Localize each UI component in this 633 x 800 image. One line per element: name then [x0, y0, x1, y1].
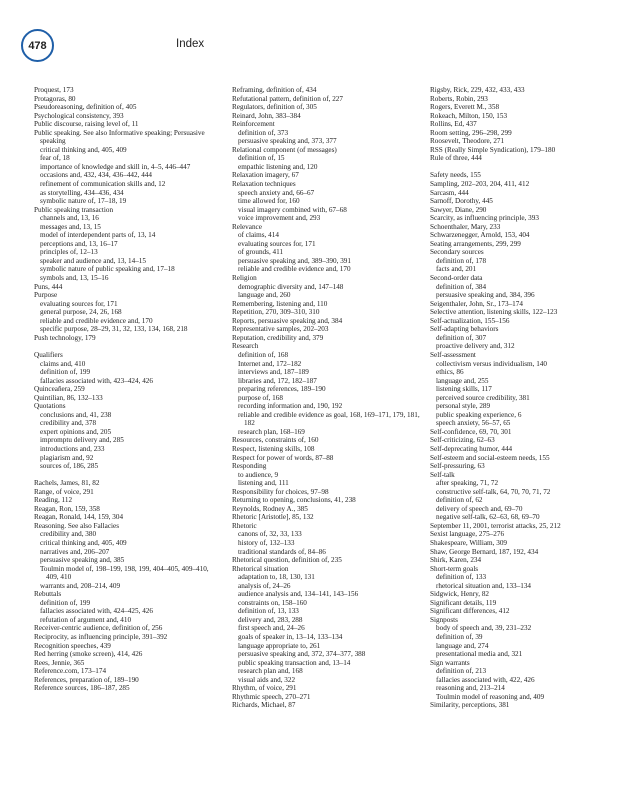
index-entry: Public speaking transaction [34, 205, 114, 214]
index-entry: Recognition speeches, 439 [34, 641, 111, 650]
index-entry: Schoenthaler, Mary, 233 [430, 222, 501, 231]
index-subentry: persuasive speaking and, 385 [40, 556, 125, 565]
index-subentry: delivery of speech and, 69–70 [436, 504, 523, 513]
index-subentry: narratives and, 206–207 [40, 547, 110, 556]
index-subentry: importance of knowledge and skill in, 4–5, 446–447 [40, 162, 191, 171]
index-entry: Representative samples, 202–203 [232, 325, 329, 334]
index-subentry: collectivism versus individualism, 140 [436, 359, 547, 368]
index-subentry: critical thinking and, 405, 409 [40, 145, 127, 154]
index-entry: Quotations [34, 402, 66, 411]
index-entry: Self-deprecating humor, 444 [430, 444, 513, 453]
index-subentry: reliable and credible evidence as goal, 168, 169–171, 179, 181, 182 [238, 410, 420, 428]
index-entry: Reference.com, 173–174 [34, 667, 107, 676]
index-entry: Relational component (of messages) [232, 145, 337, 154]
index-entry: Relevance [232, 222, 262, 231]
index-entry: Room setting, 296–298, 299 [430, 128, 512, 137]
index-subentry: libraries and, 172, 182–187 [238, 376, 317, 385]
index-entry: Public speaking. See also Informative speaking; Persuasive speaking [34, 128, 205, 146]
index-entry: Self-confidence, 69, 70, 301 [430, 427, 512, 436]
index-subentry: constructive self-talk, 64, 70, 70, 71, 72 [436, 487, 551, 496]
index-subentry: ethics, 86 [436, 368, 464, 377]
index-entry: Shirk, Karen, 234 [430, 556, 482, 565]
index-entry: Selective attention, listening skills, 122–123 [430, 308, 558, 317]
index-subentry: purpose of, 168 [238, 393, 283, 402]
index-entry: Qualifiers [34, 350, 63, 359]
index-entry: Protagoras, 80 [34, 94, 76, 103]
index-column-3 [430, 86, 618, 710]
index-entry: Self-talk [430, 470, 455, 479]
index-subentry: time allowed for, 160 [238, 197, 300, 206]
index-subentry: preparing references, 189–190 [238, 385, 326, 394]
index-subentry: of grounds, 411 [238, 248, 284, 257]
index-entry: Self-esteem and social-esteem needs, 155 [430, 453, 550, 462]
index-entry: Reagan, Ronald, 144, 159, 304 [34, 513, 124, 522]
index-subentry: reliable and credible evidence and, 170 [40, 316, 153, 325]
index-subentry: speaker and audience and, 13, 14–15 [40, 256, 146, 265]
index-subentry: fallacies associated with, 424–425, 426 [40, 607, 153, 616]
index-entry: Red herring (smoke screen), 414, 426 [34, 650, 143, 659]
index-entry: Rigsby, Rick, 229, 432, 433, 433 [430, 86, 525, 94]
index-entry: Sidgwick, Henry, 82 [430, 590, 490, 599]
index-subentry: language and, 260 [238, 291, 291, 300]
index-entry: Responding [232, 462, 267, 471]
index-entry: Rhetoric [Aristotle], 85, 132 [232, 513, 314, 522]
index-subentry: impromptu delivery and, 285 [40, 436, 124, 445]
index-subentry: evaluating sources for, 171 [238, 239, 316, 248]
index-entry: Rhetorical question, definition of, 235 [232, 556, 342, 565]
index-subentry: rhetorical situation and, 133–134 [436, 581, 532, 590]
index-entry: Puns, 444 [34, 282, 63, 291]
index-subentry: language and, 255 [436, 376, 489, 385]
index-subentry: public speaking transaction and, 13–14 [238, 658, 351, 667]
index-entry: Returning to opening, conclusions, 41, 238 [232, 496, 356, 505]
index-subentry: model of interdependent parts of, 13, 14 [40, 231, 156, 240]
index-subentry: definition of, 39 [436, 633, 483, 641]
index-subentry: first speech and, 24–26 [238, 624, 305, 633]
index-entry: Reputation, credibility and, 379 [232, 333, 324, 342]
index-entry: Quinceañera, 259 [34, 385, 85, 394]
index-entry: Self-pressuring, 63 [430, 462, 485, 471]
index-subentry: adaptation to, 18, 130, 131 [238, 573, 315, 582]
index-entry: Sawyer, Diane, 290 [430, 205, 487, 214]
index-entry: Rokeach, Milton, 150, 153 [430, 111, 508, 120]
index-subentry: perceptions and, 13, 16–17 [40, 239, 118, 248]
index-entry: Resources, constraints of, 160 [232, 436, 319, 445]
index-entry: Rhythm, of voice, 291 [232, 684, 297, 693]
index-subentry: symbols and, 13, 15–16 [40, 274, 109, 283]
index-subentry: definition of, 213 [436, 667, 487, 676]
index-entry: Reasoning. See also Fallacies [34, 521, 120, 530]
index-entry: Sexist language, 275–276 [430, 530, 505, 539]
index-subentry: as storytelling, 434–436, 434 [40, 188, 124, 197]
index-subentry: to audience, 9 [238, 470, 279, 479]
index-entry: Public discourse, raising level of, 11 [34, 120, 139, 129]
index-entry: Rule of three, 444 [430, 154, 482, 163]
index-entry: Shakespeare, William, 309 [430, 538, 508, 547]
index-entry: Remembering, listening and, 110 [232, 299, 328, 308]
index-subentry: Toulmin model of reasoning and, 409 [436, 692, 545, 701]
index-subentry: perceived source credibility, 381 [436, 393, 530, 402]
index-entry: Significant details, 119 [430, 598, 497, 607]
index-entry: Secondary sources [430, 248, 484, 257]
index-entry: Reinforcement [232, 120, 275, 129]
index-subentry: introductions and, 233 [40, 444, 105, 453]
index-entry: Psychological consistency, 393 [34, 111, 124, 120]
index-entry: Refutational pattern, definition of, 227 [232, 94, 343, 103]
index-subentry: empathic listening and, 120 [238, 162, 318, 171]
index-subentry: persuasive speaking and, 389–390, 391 [238, 256, 351, 265]
index-subentry: plagiarism and, 92 [40, 453, 94, 462]
index-subentry: facts and, 201 [436, 265, 477, 274]
index-subentry: claims and, 410 [40, 359, 86, 368]
index-subentry: delivery and, 283, 288 [238, 615, 303, 624]
page-title: Index [176, 38, 205, 50]
index-subentry: refutation of argument and, 410 [40, 615, 132, 624]
index-entry: Religion [232, 274, 257, 283]
index-entry: Reagan, Ron, 159, 358 [34, 504, 100, 513]
index-subentry: reliable and credible evidence and, 170 [238, 265, 351, 274]
index-subentry: definition of, 307 [436, 333, 487, 342]
index-subentry: visual imagery combined with, 67–68 [238, 205, 347, 214]
index-entry: Richards, Michael, 87 [232, 701, 296, 710]
index-subentry: language and, 274 [436, 641, 489, 650]
index-subentry: occasions and, 432, 434, 436–442, 444 [40, 171, 152, 180]
index-entry: Sarnoff, Dorothy, 445 [430, 197, 493, 206]
index-subentry: audience analysis and, 134–141, 143–156 [238, 590, 359, 599]
index-entry: Rhetorical situation [232, 564, 289, 573]
index-entry: RSS (Really Simple Syndication), 179–180 [430, 145, 556, 154]
index-entry: Respect for power of words, 87–88 [232, 453, 334, 462]
index-subentry: Internet and, 172–182 [238, 359, 302, 368]
index-subentry: fallacies associated with, 422, 426 [436, 675, 535, 684]
index-entry: Seating arrangements, 299, 299 [430, 239, 521, 248]
index-entry: Self-assessment [430, 350, 476, 359]
index-subentry: channels and, 13, 16 [40, 214, 99, 223]
index-subentry: voice improvement and, 293 [238, 214, 321, 223]
index-entry: Significant differences, 412 [430, 607, 510, 616]
index-subentry: language appropriate to, 261 [238, 641, 321, 650]
index-subentry: specific purpose, 28–29, 31, 32, 133, 134, 168, 218 [40, 325, 188, 334]
index-subentry: persuasive speaking and, 384, 396 [436, 291, 535, 300]
index-entry: Push technology, 179 [34, 333, 96, 342]
index-entry: Rollins, Ed, 437 [430, 120, 477, 129]
index-subentry: research plan, 168–169 [238, 427, 305, 436]
page-number-badge [21, 29, 54, 62]
index-entry: References, preparation of, 189–190 [34, 675, 139, 684]
index-subentry: definition of, 15 [238, 154, 285, 163]
index-subentry: visual aids and, 322 [238, 675, 296, 684]
index-entry: Similarity, perceptions, 381 [430, 701, 510, 710]
index-entry: Schwarzenegger, Arnold, 153, 404 [430, 231, 530, 240]
index-subentry: persuasive speaking and, 372, 374–377, 388 [238, 650, 366, 659]
index-subentry: sources of, 186, 285 [40, 462, 99, 471]
index-entry: Reciprocity, as influencing principle, 391–392 [34, 633, 168, 641]
index-subentry: personal style, 289 [436, 402, 491, 411]
index-subentry: definition of, 199 [40, 368, 91, 377]
index-entry: Scarcity, as influencing principle, 393 [430, 214, 539, 223]
index-subentry: presentational media and, 321 [436, 650, 523, 659]
index-entry: Reading, 112 [34, 496, 73, 505]
index-subentry: credibility and, 380 [40, 530, 97, 539]
index-subentry: recording information and, 190, 192 [238, 402, 343, 411]
index-entry: Reference sources, 186–187, 285 [34, 684, 130, 693]
index-subentry: expert opinions and, 205 [40, 427, 112, 436]
index-subentry: refinement of communication skills and, 12 [40, 180, 166, 189]
index-entry: Purpose [34, 291, 58, 300]
index-entry: Second-order data [430, 274, 483, 283]
index-subentry: Toulmin model of, 198–199, 198, 199, 404–405, 409–410, 409, 410 [40, 564, 209, 582]
index-subentry: critical thinking and, 405, 409 [40, 538, 127, 547]
index-entry: Sampling, 202–203, 204, 411, 412 [430, 180, 530, 189]
index-entry: Self-criticizing, 62–63 [430, 436, 495, 445]
index-column-2 [232, 86, 420, 710]
index-entry: Reframing, definition of, 434 [232, 86, 317, 94]
index-subentry: conclusions and, 41, 238 [40, 410, 112, 419]
index-subentry: public speaking experience, 6 [436, 410, 522, 419]
index-entry: Proquest, 173 [34, 86, 74, 94]
index-subentry: definition of, 133 [436, 573, 487, 582]
index-entry: Rachels, James, 81, 82 [34, 479, 100, 488]
index-entry: Rees, Jennie, 365 [34, 658, 85, 667]
index-subentry: goals of speaker in, 13–14, 133–134 [238, 633, 343, 641]
index-subentry: after speaking, 71, 72 [436, 479, 499, 488]
index-subentry: proactive delivery and, 312 [436, 342, 515, 351]
index-entry: Self-adapting behaviors [430, 325, 499, 334]
index-subentry: credibility and, 378 [40, 419, 97, 428]
index-subentry: listening and, 111 [238, 479, 289, 488]
index-entry: Reynolds, Rodney A., 385 [232, 504, 308, 513]
index-entry: Receiver-centric audience, definition of, 256 [34, 624, 163, 633]
index-entry: Rhetoric [232, 521, 257, 530]
index-subentry: definition of, 178 [436, 256, 487, 265]
index-subentry: history of, 132–133 [238, 538, 295, 547]
index-entry: Rebuttals [34, 590, 62, 599]
index-subentry: speech anxiety, 56–57, 65 [436, 419, 511, 428]
index-subentry: research plan and, 168 [238, 667, 303, 676]
index-entry: Relaxation techniques [232, 180, 296, 189]
index-subentry: definition of, 13, 133 [238, 607, 299, 616]
index-subentry: definition of, 199 [40, 598, 91, 607]
index-entry: Roberts, Robin, 293 [430, 94, 488, 103]
index-entry: Research [232, 342, 259, 351]
index-entry: Relaxation imagery, 67 [232, 171, 299, 180]
index-entry: Short-term goals [430, 564, 479, 573]
index-subentry: definition of, 168 [238, 350, 289, 359]
index-column-1 [34, 86, 222, 693]
index-subentry: symbolic nature of, 17–18, 19 [40, 197, 127, 206]
index-subentry: listening skills, 117 [436, 385, 492, 394]
index-subentry: fallacies associated with, 423–424, 426 [40, 376, 153, 385]
index-subentry: canons of, 32, 33, 133 [238, 530, 302, 539]
index-subentry: speech anxiety and, 66–67 [238, 188, 315, 197]
index-entry: Seigenthaler, John, Sr., 173–174 [430, 299, 523, 308]
index-subentry: traditional standards of, 84–86 [238, 547, 326, 556]
index-subentry: constraints on, 158–160 [238, 598, 307, 607]
index-entry: Signposts [430, 615, 458, 624]
index-subentry: general purpose, 24, 26, 168 [40, 308, 122, 317]
index-entry: Shaw, George Bernard, 187, 192, 434 [430, 547, 539, 556]
index-entry: Range, of voice, 291 [34, 487, 94, 496]
index-subentry: symbolic nature of public speaking and, 17–18 [40, 265, 175, 274]
index-entry: Sarcasm, 444 [430, 188, 469, 197]
index-entry: Rogers, Everett M., 358 [430, 103, 500, 112]
index-subentry: reasoning and, 213–214 [436, 684, 505, 693]
index-entry: Respect, listening skills, 108 [232, 444, 315, 453]
index-entry: Rhythmic speech, 270–271 [232, 692, 311, 701]
index-subentry: warrants and, 208–214, 409 [40, 581, 121, 590]
index-entry: Regulators, definition of, 305 [232, 103, 317, 112]
index-subentry: definition of, 373 [238, 128, 289, 137]
index-entry: Sign warrants [430, 658, 470, 667]
page-number: 478 [28, 39, 47, 52]
index-subentry: demographic diversity and, 147–148 [238, 282, 344, 291]
index-entry: Quintilian, 86, 132–133 [34, 393, 103, 402]
index-entry: September 11, 2001, terrorist attacks, 25, 212 [430, 521, 561, 530]
index-subentry: body of speech and, 39, 231–232 [436, 624, 532, 633]
index-subentry: persuasive speaking and, 373, 377 [238, 137, 337, 146]
index-subentry: evaluating sources for, 171 [40, 299, 118, 308]
index-subentry: of claims, 414 [238, 231, 279, 240]
index-subentry: interviews and, 187–189 [238, 368, 309, 377]
index-subentry: analysis of, 24–26 [238, 581, 291, 590]
index-entry: Self-actualization, 155–156 [430, 316, 510, 325]
index-subentry: fear of, 18 [40, 154, 70, 163]
index-entry: Responsibility for choices, 97–98 [232, 487, 329, 496]
index-subentry: definition of, 384 [436, 282, 487, 291]
index-entry: Safety needs, 155 [430, 171, 481, 180]
index-entry: Pseudoreasoning, definition of, 405 [34, 103, 137, 112]
index-subentry: definition of, 62 [436, 496, 483, 505]
index-subentry: principles of, 12–13 [40, 248, 98, 257]
index-entry: Reinard, John, 383–384 [232, 111, 301, 120]
index-entry: Repetition, 270, 309–310, 310 [232, 308, 320, 317]
index-subentry: negative self-talk, 62–63, 68, 69–70 [436, 513, 540, 522]
index-entry: Roosevelt, Theodore, 271 [430, 137, 505, 146]
index-subentry: messages and, 13, 15 [40, 222, 101, 231]
index-entry: Reports, persuasive speaking and, 384 [232, 316, 343, 325]
